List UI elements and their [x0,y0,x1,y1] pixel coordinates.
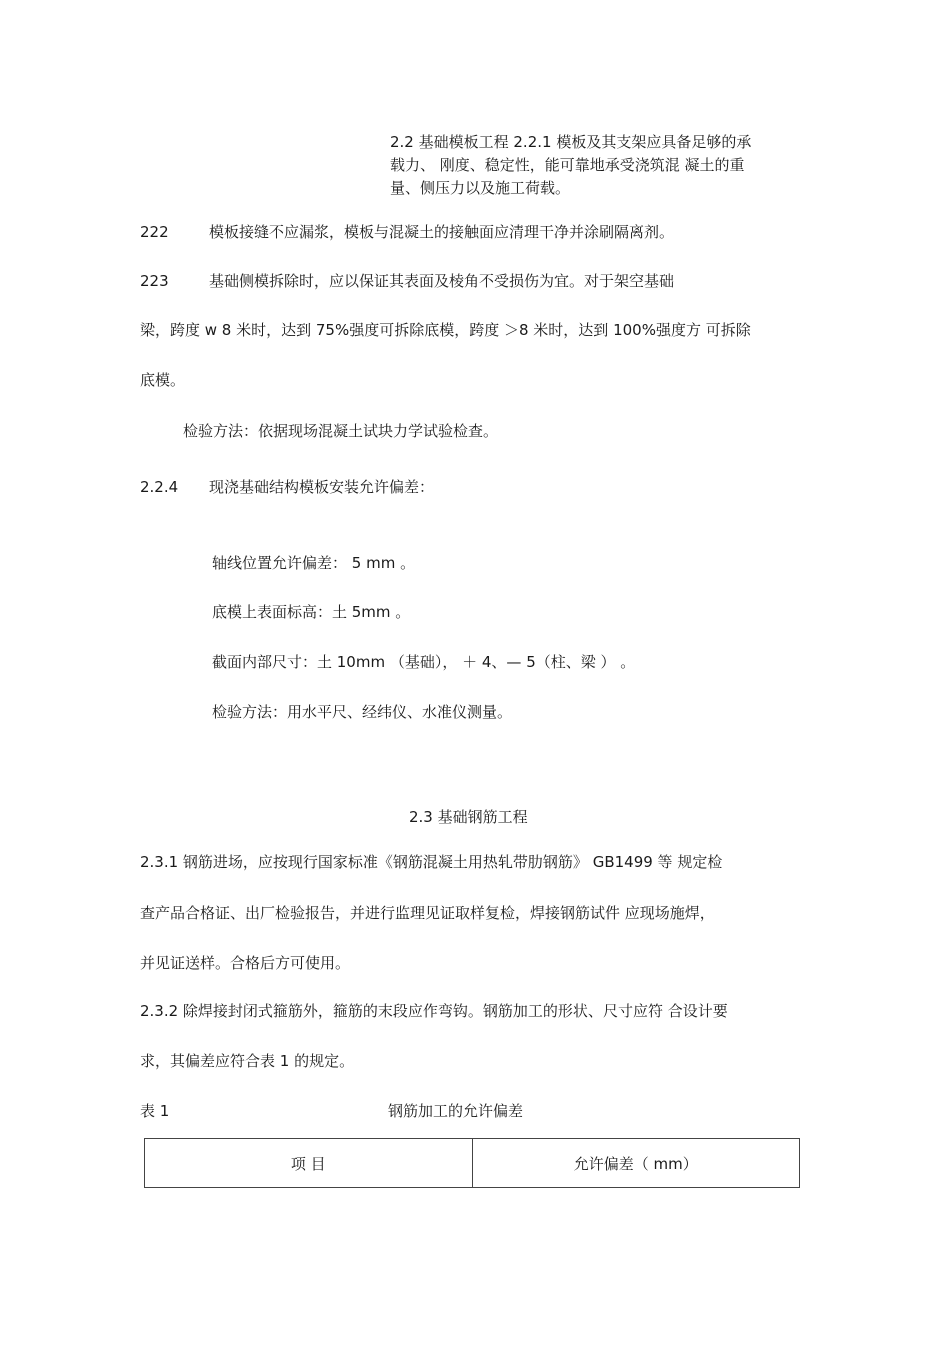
sec22-line2: 载力、 刚度、稳定性，能可靠地承受浇筑混 凝土的重 [390,156,745,174]
p232-line2: 求，其偏差应符合表 1 的规定。 [140,1052,355,1070]
p223-line2: 梁，跨度 w 8 米时，达到 75%强度可拆除底模，跨度 ＞8 米时，达到 100%强度方 可拆除 [140,321,751,339]
table1-header-tolerance: 允许偏差（ mm） [472,1139,800,1187]
table1-header-item: 项 目 [290,1154,326,1173]
p224-item-elevation: 底模上表面标高：土 5mm 。 [212,603,411,621]
p231-line2: 查产品合格证、出厂检验报告，并进行监理见证取样复检，焊接钢筋试件 应现场施焊， [140,904,715,922]
p224-text: 现浇基础结构模板安装允许偏差： [209,478,435,496]
p224-item-section: 截面内部尺寸：土 10mm （基础）， ＋ 4、— 5（柱、梁 ） 。 [212,653,636,671]
p224-number: 2.2.4 [140,478,179,496]
table1-label: 表 1 [140,1102,170,1120]
p222-number: 222 [140,223,169,241]
p231-line3: 并见证送样。合格后方可使用。 [140,954,351,972]
p224-check-method: 检验方法：用水平尺、经纬仪、水准仪测量。 [212,703,513,721]
p232-line1: 2.3.2 除焊接封闭式箍筋外，箍筋的末段应作弯钩。钢筋加工的形状、尺寸应符 合设计要 [140,1002,728,1020]
p224-item-axis: 轴线位置允许偏差： 5 mm 。 [212,554,416,572]
sec22-line3: 量、侧压力以及施工荷载。 [390,179,571,197]
table1 [144,1138,800,1188]
p222-text: 模板接缝不应漏浆，模板与混凝土的接触面应清理干净并涂刷隔离剂。 [209,223,675,241]
check-method-1: 检验方法：依据现场混凝土试块力学试验检查。 [183,422,499,440]
sec23-title: 2.3 基础钢筋工程 [409,808,528,826]
p223-line3: 底模。 [140,371,186,389]
p223-number: 223 [140,272,169,290]
p231-line1: 2.3.1 钢筋进场，应按现行国家标准《钢筋混凝土用热轧带肋钢筋》 GB1499 等 规定检 [140,853,723,871]
p223-text: 基础侧模拆除时，应以保证其表面及棱角不受损伤为宜。对于架空基础 [209,272,675,290]
table1-caption: 钢筋加工的允许偏差 [388,1102,524,1120]
sec22-line1: 2.2 基础模板工程 2.2.1 模板及其支架应具备足够的承 [390,133,752,151]
